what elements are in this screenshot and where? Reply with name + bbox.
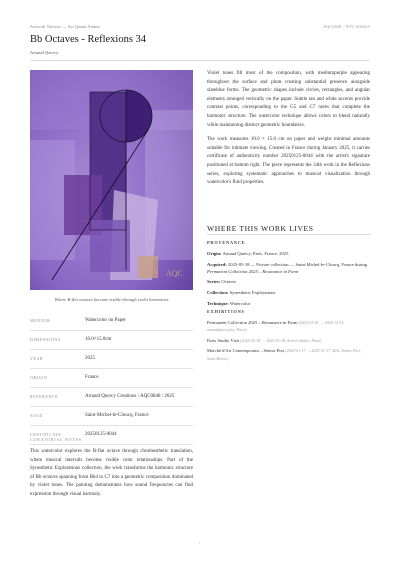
exhibition-item: Paris Studio Visit (2025-02-18 → 2025-02-18, Artist's Studio, Paris) (207, 337, 322, 343)
detail-value: 20250125-0044 (85, 432, 117, 437)
header-divider (30, 60, 370, 61)
artwork-title: Bb Octaves - Reflexions 34 (30, 34, 147, 45)
detail-label: ORIGIN (30, 375, 48, 380)
curatorial-notes-label: CURATORIAL NOTES (30, 437, 82, 442)
description-paragraph: The work measures 10.0 × 15.0 cm on paper and weighs minimal amounts suitable for intimate viewing. Created in France during January 2025, it carries certificate of authenticity number 20250125-0044 with the artist's signature positioned at bottom right. The piece represents the 34th work in the Reflexions series, exploring systematic approaches to musical visualization through watercolor's fluid properties. (207, 137, 370, 186)
detail-row-certificate (30, 426, 193, 445)
detail-row-medium (30, 312, 193, 331)
details-table (30, 312, 193, 445)
provenance-collection: Collection: Synesthetic Explorations (207, 289, 276, 295)
artwork-image (30, 70, 193, 290)
detail-label: YEAR (30, 356, 44, 361)
exhibition-item: Permanent Collection 2025 – Resonance in Form (2025-01-01 → 2025-12-31, arnaudquercy.art, Paris) (207, 320, 345, 333)
top-bar (30, 24, 370, 32)
provenance-technique: Technique: Watercolor (207, 300, 251, 306)
provenance-label: PROVENANCE (207, 240, 246, 245)
provenance-series: Series: Octaves (207, 279, 237, 285)
detail-row-origin (30, 369, 193, 388)
detail-label: CERTIFICATE (30, 432, 62, 437)
reference-code: AQC0848 · NTC-000445 (322, 24, 370, 29)
detail-label: SOLD (30, 413, 43, 418)
detail-row-sold (30, 407, 193, 426)
provenance-origin: Origin: Arnaud Quercy, Paris, France, 2025 (207, 251, 289, 256)
tan-accent (138, 256, 158, 278)
detail-label: REFERENCE (30, 394, 59, 399)
detail-label: DIMENSIONS (30, 337, 61, 342)
detail-row-reference (30, 388, 193, 407)
image-caption: Where B-flat octaves become visible through violet harmonies (54, 297, 169, 302)
where-this-work-lives-heading: WHERE THIS WORK LIVES (207, 224, 314, 233)
detail-value: Saint-Michel-le-Cloucq, France (85, 413, 149, 418)
exhibitions-label: EXHIBITIONS (207, 309, 245, 314)
detail-value: 10.0×15.0cm (85, 337, 112, 342)
artist-name: Arnaud Quercy (30, 50, 59, 55)
detail-value: Watercolor on Paper (85, 318, 126, 323)
provenance-acquired: Acquired: 2025-05-18 — Private collection — Saint-Michel-le-Cloucq, France during Permanent Collection 2025 – Resonance in Form (207, 261, 368, 274)
section-divider (207, 234, 370, 235)
lower-rectangle (90, 220, 130, 272)
publication-name: Artwork Notices — Art Quant Anima (30, 24, 100, 29)
curatorial-notes-text: This watercolor explores the B-flat octave through chromesthetic translation, where musical intervals become visible color relationships. Part of the Synesthetic Explorations collection, the work transforms the harmonic structure of Bb octaves spanning from Bb4 to C7 into a geometric composition dominated by violet tones. The painting demonstrates how sound frequencies can find expression through visual harmony. (30, 449, 193, 497)
provenance-list (207, 250, 370, 310)
page-footer-mark: i (199, 540, 201, 545)
detail-value: Arnaud Quercy Creations / AQC0848 / 2025 (85, 394, 175, 399)
artwork-painting (30, 70, 193, 290)
detail-value: France (85, 375, 99, 380)
artwork-description (207, 70, 370, 194)
detail-label: MEDIUM (30, 318, 51, 323)
detail-row-year (30, 350, 193, 369)
detail-row-dimensions (30, 331, 193, 350)
artist-signature: AQC (166, 269, 183, 278)
exhibitions-list (207, 319, 370, 365)
detail-value: 2025 (85, 356, 95, 361)
description-paragraph: Violet tones fill most of the composition, with mediumpurple appearing throughout the surface and plum creating substantial presence alongside slateblue forms. The geometric shapes include circles, rectangles, and angular elements arranged vertically on the paper. Subtle tan and white accents provide contrast points, corresponding to the G5 and C7 notes that complete the harmonic structure. The watercolor technique allows colors to blend naturally while maintaining distinct geometric boundaries. (207, 71, 370, 128)
exhibition-item: Marché d'Art Contemporain – Senior Port (2025-01-17 → 2025-01-17, MAC Senior Port, Saint-Brieuc) (207, 348, 362, 361)
